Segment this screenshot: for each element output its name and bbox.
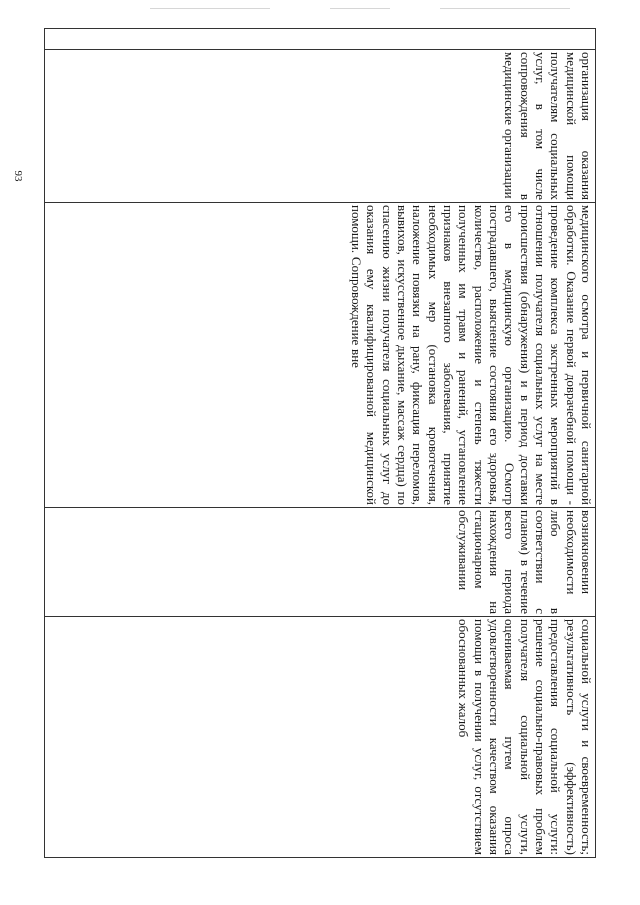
cell-quality-indicators-text: социальной услуги и своевременность; результативность (эффективность) предоставления социальной услуги: решение социально-правовых проблем получателя социальной услуги, оцениваемая путем опроса удовлетворенности качеством оказания помощи в получении услуг, отсутствием обоснованных жалоб	[456, 619, 594, 855]
cell-quality-indicators	[45, 617, 596, 858]
scan-artifact-line	[330, 8, 390, 9]
cell-service-name-text: организация оказания медицинской помощи получателям социальных услуг, в том числе сопровождения в медицинские организации	[502, 52, 594, 200]
services-table	[44, 28, 596, 858]
rotated-page-content	[44, 28, 596, 855]
cell-number	[45, 29, 596, 50]
cell-service-timing	[45, 508, 596, 617]
page-number: 93	[12, 170, 24, 182]
cell-service-timing-text: возникновении необходимости либо в соответствии с планом) в течение всего периода нахождения на стационарном обслуживании	[456, 510, 594, 614]
table-row	[45, 29, 596, 858]
cell-service-description	[45, 203, 596, 508]
scan-artifact-line	[150, 8, 270, 9]
cell-service-description-text: медицинского осмотра и первичной санитарной обработки. Оказание первой доврачебной помощи - проведение комплекса экстренных мероприятий в отношении получателя социальных услуг на месте происшествия (обнаружения) и в период доставки его в медицинскую организацию. Осмотр пострадавшего, выяснение состояния его здоровья, количество, расположение и степень тяжести полученных им травм и ранений, установление признаков внезапного заболевания, принятие необходимых мер (остановка кровотечения, наложение повязки на рану, фиксация переломов, вывихов, искусственное дыхание, массаж сердца) по спасению жизни получателя социальных услуг до оказания ему квалифицированной медицинской помощи. Сопровождение вне	[349, 205, 594, 505]
cell-service-name	[45, 50, 596, 203]
scan-artifact-line	[440, 8, 570, 9]
